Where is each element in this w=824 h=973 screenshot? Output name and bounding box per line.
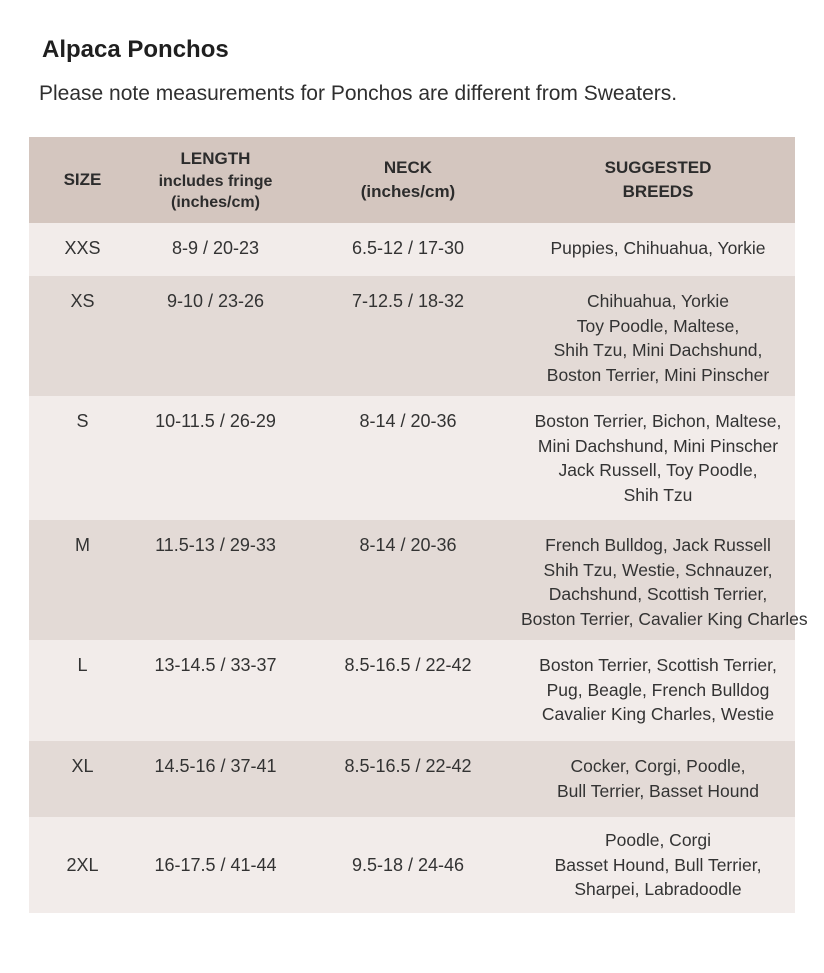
- neck-cell: 8.5-16.5 / 22-42: [344, 655, 472, 675]
- breed-line: Cocker, Corgi, Poodle,: [570, 756, 746, 776]
- length-cell: 10-11.5 / 26-29: [155, 411, 276, 431]
- neck-cell: 8.5-16.5 / 22-42: [344, 756, 472, 776]
- header-breeds-label-2: BREEDS: [622, 182, 694, 201]
- breed-line: Bull Terrier, Basset Hound: [556, 780, 759, 801]
- neck-cell: 7-12.5 / 18-32: [351, 291, 465, 311]
- neck-cell: 8-14 / 20-36: [359, 411, 457, 431]
- table-row: [29, 817, 795, 913]
- breed-line: Shih Tzu: [623, 484, 693, 505]
- breed-line: Sharpei, Labradoodle: [574, 879, 742, 900]
- header-size-label: SIZE: [63, 170, 102, 189]
- header-neck: [295, 137, 521, 223]
- breed-line: Boston Terrier, Scottish Terrier,: [539, 655, 777, 675]
- header-breeds-label-1: SUGGESTED: [604, 158, 712, 177]
- breed-line: Basset Hound, Bull Terrier,: [554, 854, 762, 875]
- breed-line: Pug, Beagle, French Bulldog: [546, 679, 770, 700]
- breeds-cell: [521, 640, 795, 741]
- header-length-label: LENGTH: [180, 149, 251, 168]
- table-body: [29, 223, 808, 913]
- breeds-cell: [521, 741, 795, 817]
- breed-line: Boston Terrier, Cavalier King Charles: [521, 608, 808, 629]
- header-length-note: includes fringe: [158, 173, 273, 190]
- breeds-cell: [521, 276, 795, 396]
- breed-line: Chihuahua, Yorkie: [586, 291, 730, 311]
- breed-line: Mini Dachshund, Mini Pinscher: [537, 435, 779, 456]
- breed-line: Jack Russell, Toy Poodle,: [558, 460, 758, 480]
- breed-line: Puppies, Chihuahua, Yorkie: [550, 238, 766, 258]
- table-row: [29, 276, 795, 396]
- breed-line: Poodle, Corgi: [604, 830, 712, 851]
- breed-line: Dachshund, Scottish Terrier,: [548, 584, 768, 604]
- neck-cell: 6.5-12 / 17-30: [351, 238, 465, 258]
- length-cell: 8-9 / 20-23: [171, 238, 260, 258]
- length-cell: 14.5-16 / 37-41: [154, 756, 277, 776]
- header-neck-unit: (inches/cm): [360, 182, 456, 201]
- neck-cell: 8-14 / 20-36: [359, 535, 457, 555]
- table-row: [29, 640, 795, 741]
- page-subtitle: Please note measurements for Ponchos are different from Sweaters.: [39, 82, 678, 105]
- table-row: [29, 396, 795, 520]
- table-header: [29, 137, 795, 223]
- breed-line: Cavalier King Charles, Westie: [541, 704, 775, 724]
- breed-line: Toy Poodle, Maltese,: [576, 315, 740, 336]
- size-cell: S: [76, 411, 89, 431]
- table-row: [29, 741, 795, 817]
- header-row: [29, 137, 795, 223]
- neck-cell: 9.5-18 / 24-46: [351, 854, 465, 875]
- breed-line: French Bulldog, Jack Russell: [545, 535, 771, 555]
- breed-line: Shih Tzu, Mini Dachshund,: [553, 340, 763, 360]
- length-cell: 9-10 / 23-26: [166, 291, 265, 311]
- page-title: Alpaca Ponchos: [42, 36, 229, 63]
- header-breeds: [521, 137, 795, 223]
- size-cell: M: [75, 535, 90, 555]
- header-neck-label: NECK: [383, 158, 433, 177]
- breed-line: Boston Terrier, Bichon, Maltese,: [534, 411, 782, 431]
- header-length-unit: (inches/cm): [171, 194, 260, 211]
- header-size: [29, 137, 136, 223]
- breeds-cell: [521, 396, 795, 520]
- breeds-cell: [521, 223, 795, 276]
- table-row: [29, 223, 795, 276]
- breed-line: Boston Terrier, Mini Pinscher: [546, 364, 770, 385]
- size-chart-table: [29, 137, 808, 913]
- breeds-cell: [521, 817, 795, 913]
- breeds-cell: [521, 520, 808, 640]
- size-cell: XS: [70, 291, 95, 311]
- length-cell: 11.5-13 / 29-33: [155, 535, 276, 555]
- header-length: [136, 137, 295, 223]
- size-cell: XL: [71, 756, 94, 776]
- length-cell: 16-17.5 / 41-44: [154, 854, 277, 875]
- length-cell: 13-14.5 / 33-37: [154, 655, 277, 675]
- breed-line: Shih Tzu, Westie, Schnauzer,: [543, 559, 773, 580]
- table-row: [29, 520, 795, 640]
- size-cell: L: [77, 655, 88, 675]
- size-cell: 2XL: [66, 854, 99, 875]
- size-cell: XXS: [64, 238, 101, 258]
